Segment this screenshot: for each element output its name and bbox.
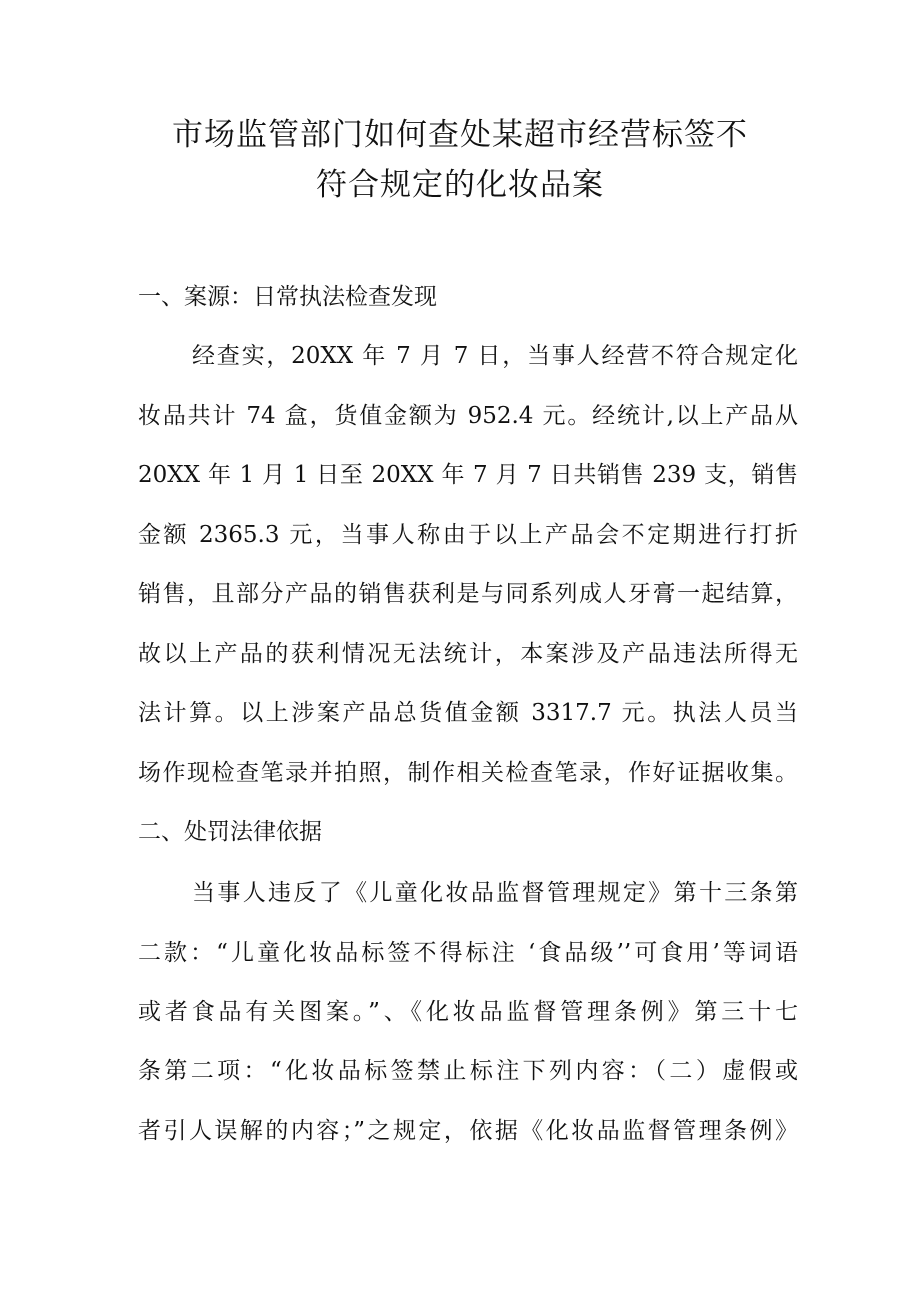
paragraph-line: 二款：“儿童化妆品标签不得标注 ‘食品级’’可食用’等词语 (138, 940, 798, 966)
paragraph-line: 妆品共计 74 盒，货值金额为 952.4 元。经统计,以上产品从 (138, 403, 798, 429)
paragraph-line: 销售，且部分产品的销售获利是与同系列成人牙膏一起结算， (138, 581, 798, 607)
paragraph-line: 20XX 年 1 月 1 日至 20XX 年 7 月 7 日共销售 239 支，销售 (138, 462, 798, 488)
document-title-line-2: 符合规定的化妆品案 (316, 167, 604, 203)
paragraph-line: 法计算。以上涉案产品总货值金额 3317.7 元。执法人员当 (138, 700, 798, 726)
paragraph-line: 场作现检查笔录并拍照，制作相关检查笔录，作好证据收集。 (138, 760, 798, 786)
section-1-heading: 一、案源：日常执法检查发现 (138, 284, 437, 310)
paragraph-line: 者引人误解的内容；”之规定，依据《化妆品监督管理条例》 (138, 1118, 798, 1144)
paragraph-line: 经查实，20XX 年 7 月 7 日，当事人经营不符合规定化 (192, 343, 798, 369)
paragraph-line: 或者食品有关图案。”、《化妆品监督管理条例》第三十七 (138, 999, 798, 1025)
paragraph-line: 故以上产品的获利情况无法统计，本案涉及产品违法所得无 (138, 641, 798, 667)
section-2-heading: 二、处罚法律依据 (138, 819, 322, 845)
document-title-line-1: 市场监管部门如何查处某超市经营标签不 (172, 117, 748, 153)
paragraph-line: 条第二项：“化妆品标签禁止标注下列内容：（二）虚假或 (138, 1058, 798, 1084)
paragraph-line: 金额 2365.3 元，当事人称由于以上产品会不定期进行打折 (138, 522, 798, 548)
paragraph-line: 当事人违反了《儿童化妆品监督管理规定》第十三条第 (192, 880, 798, 906)
